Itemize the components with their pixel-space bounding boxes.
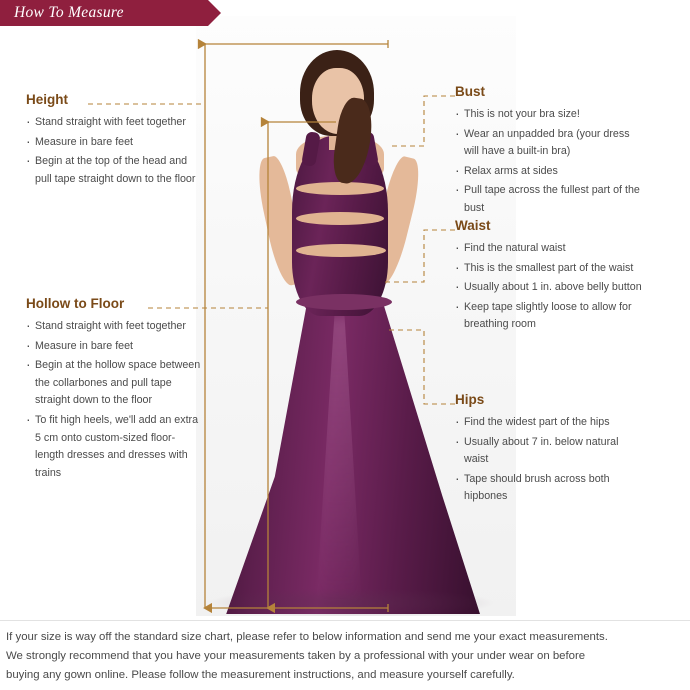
floor-shadow	[206, 588, 496, 616]
section-hollow-to-floor-heading: Hollow to Floor	[26, 296, 125, 311]
section-height	[26, 92, 201, 190]
footer-line-1: If your size is way off the standard size chart, please refer to below information and send me your exact measurements.	[6, 631, 608, 643]
footer-note	[0, 622, 690, 685]
list-item: · Measure in bare feet	[26, 134, 201, 152]
section-hips	[455, 392, 645, 508]
list-item: · Measure in bare feet	[26, 338, 201, 356]
list-item: · Relax arms at sides	[455, 163, 645, 181]
list-item: · Usually about 1 in. above belly button	[455, 279, 645, 297]
page-title: How To Measure	[14, 4, 124, 21]
section-hollow-to-floor-list	[26, 318, 201, 482]
list-item: · Wear an unpadded bra (your dress will have a built-in bra)	[455, 126, 645, 161]
list-item: · Keep tape slightly loose to allow for breathing room	[455, 299, 645, 334]
section-hips-list	[455, 414, 645, 506]
footer-line-2: We strongly recommend that you have your measurements taken by a professional with your under wear on before	[6, 650, 586, 662]
list-item: · Find the widest part of the hips	[455, 414, 645, 432]
list-item: · Usually about 7 in. below natural waist	[455, 434, 645, 469]
bodice-cutout-lower	[296, 244, 386, 257]
section-waist	[455, 218, 645, 336]
list-item: · This is not your bra size!	[455, 106, 645, 124]
section-bust-heading: Bust	[455, 84, 485, 99]
list-item: · Stand straight with feet together	[26, 318, 201, 336]
bodice-cutout-middle	[296, 212, 384, 225]
footer-divider	[0, 620, 690, 621]
list-item: · This is the smallest part of the waist	[455, 260, 645, 278]
footer-line-3: buying any gown online. Please follow the measurement instructions, and measure yourself carefully.	[6, 669, 515, 681]
dress-waistband	[296, 294, 392, 310]
section-bust-list	[455, 106, 645, 218]
list-item: · Tape should brush across both hipbones	[455, 471, 645, 506]
bodice-cutout-upper	[296, 182, 384, 195]
list-item: · Pull tape across the fullest part of the bust	[455, 182, 645, 217]
list-item: · Find the natural waist	[455, 240, 645, 258]
section-hollow-to-floor	[26, 296, 201, 484]
section-bust	[455, 84, 645, 220]
list-item: · Begin at the hollow space between the collarbones and pull tape straight down to the floor	[26, 357, 201, 410]
section-waist-list	[455, 240, 645, 334]
list-item: · Stand straight with feet together	[26, 114, 201, 132]
list-item: · Begin at the top of the head and pull tape straight down to the floor	[26, 153, 201, 188]
section-hips-heading: Hips	[455, 392, 485, 407]
list-item: · To fit high heels, we'll add an extra 5 cm onto custom-sized floor-length dresses and dresses with trains	[26, 412, 201, 482]
section-height-heading: Height	[26, 92, 68, 107]
page-title-banner	[0, 0, 208, 26]
section-height-list	[26, 114, 201, 188]
section-waist-heading: Waist	[455, 218, 491, 233]
